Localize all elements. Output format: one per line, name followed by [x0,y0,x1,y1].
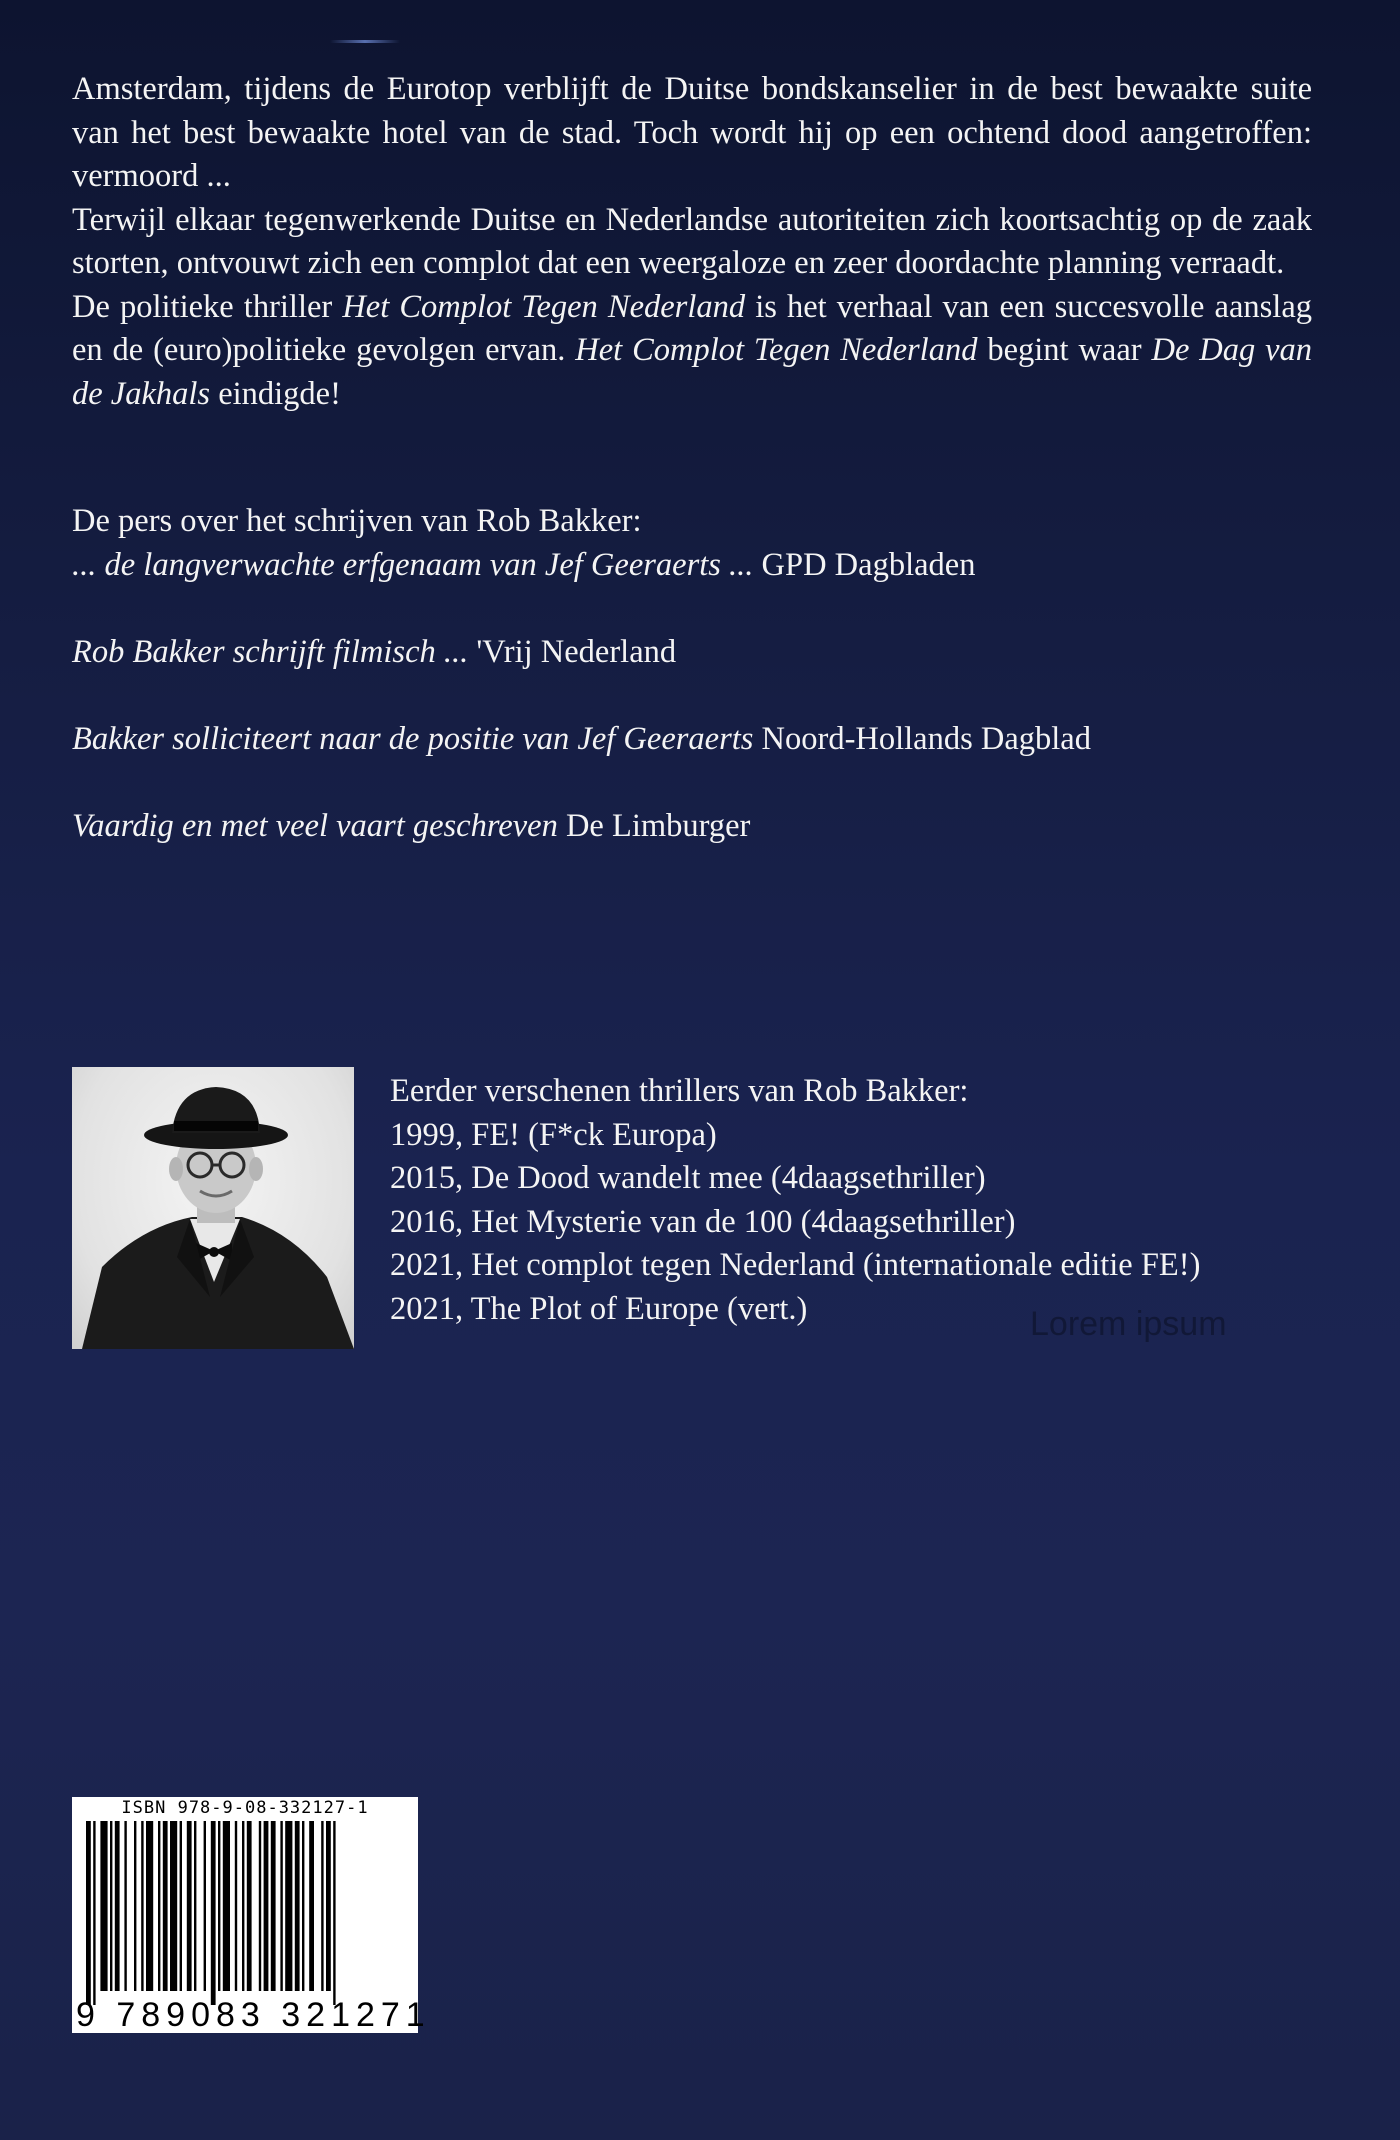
quote-source: De Limburger [557,807,751,844]
barcode-bar [110,1821,112,1991]
press-quote [72,718,1312,762]
barcode-bar [141,1821,143,1991]
barcode-bar [333,1821,335,2005]
synopsis-paragraph-3 [72,286,1312,417]
works-item: 2021, Het complot tegen Nederland (internationale editie FE!) [390,1247,1201,1283]
press-quote [72,631,1312,675]
barcode-bar [302,1821,304,1991]
barcode-bar [309,1821,314,1991]
barcode-bar [264,1821,269,1991]
barcode-bar [271,1821,276,1991]
book-title: Het Complot Tegen Nederland [575,332,978,368]
barcode-bar [158,1821,160,1991]
barcode-bar [280,1821,282,1991]
barcode-bar [295,1821,300,1991]
isbn-barcode [72,1797,431,2034]
barcode-bar [170,1821,177,1991]
isbn-digits: 9 789083 321271 [76,1996,431,2034]
barcode-bar [204,1821,206,1991]
quote-source: GPD Dagbladen [753,546,976,583]
synopsis-text: is het verhaal van een succesvolle aanslag en de (euro)politieke gevolgen ervan. [72,288,1312,368]
barcode-bar [223,1821,230,1991]
quote-source: 'Vrij Nederland [468,633,677,670]
synopsis-text: De politieke thriller [72,288,343,325]
synopsis-text: eindigde! [210,375,341,412]
press-quotes [72,500,1312,848]
barcode-bar [235,1821,237,1991]
press-quote [72,544,1312,588]
synopsis-text: begint waar [977,332,1152,368]
quote-text: Bakker solliciteert naar de positie van Jef Geeraerts [72,720,754,757]
barcode-bar [93,1821,95,2005]
barcode-bar [115,1821,120,1991]
barcode-bar [211,1821,216,2005]
quote-text: Rob Bakker schrijft filmisch ... [72,633,469,670]
barcode-bar [285,1821,292,1991]
works-item: 2016, Het Mysterie van de 100 (4daagsethriller) [390,1203,1016,1240]
barcode-bar [218,1821,220,1991]
works-item: 1999, FE! (F*ck Europa) [390,1116,717,1153]
quote-text: ... de langverwachte erfgenaam van Jef Geeraerts ... [72,546,754,583]
barcode-bar [321,1821,323,1991]
author-photo [72,1067,354,1349]
barcode-bar [100,1821,107,1991]
previous-book-title: De Dag van de Jakhals [72,332,1313,412]
synopsis [72,68,1312,416]
barcode-bar [194,1821,196,1991]
works-heading: Eerder verschenen thrillers van Rob Bakker: [390,1073,969,1109]
works-item: 2021, The Plot of Europe (vert.) [390,1290,808,1327]
barcode-bar [247,1821,252,1991]
press-intro: De pers over het schrijven van Rob Bakker: [72,503,642,539]
light-streak [330,40,400,43]
quote-text: Vaardig en met veel vaart geschreven [72,807,558,844]
barcode-bar [134,1821,136,1991]
barcode-bar [124,1821,126,1991]
isbn-label: ISBN 978-9-08-332127-1 [121,1798,369,1818]
press-quote [72,805,1312,849]
barcode-bar [180,1821,182,1991]
quote-source: Noord-Hollands Dagblad [753,720,1091,757]
synopsis-paragraph-1: Amsterdam, tijdens de Eurotop verblijft de Duitse bondskanselier in de best bewaakte suite van het best bewaakte hotel van de stad. Toch wordt hij op een ochtend dood aangetroffen: vermoord ... [72,71,1312,194]
placeholder-text: Lorem ipsum [1030,1305,1227,1343]
synopsis-paragraph-2: Terwijl elkaar tegenwerkende Duitse en Nederlandse autoriteiten zich koortsachtig op de zaak storten, ontvouwt zich een complot dat een weergaloze en zeer doordachte planning verraadt. [72,201,1312,281]
works-item: 2015, De Dood wandelt mee (4daagsethriller) [390,1160,986,1196]
barcode-bar [146,1821,153,1991]
barcode-bar [259,1821,261,1991]
book-title: Het Complot Tegen Nederland [342,288,746,325]
barcode-bar [326,1821,331,1991]
barcode-bar [242,1821,244,1991]
previous-works [390,1070,1330,1331]
author-portrait-icon [72,1067,354,1349]
barcode-bar [163,1821,168,1991]
barcode-bar [86,1821,91,2005]
barcode-bar [187,1821,192,1991]
